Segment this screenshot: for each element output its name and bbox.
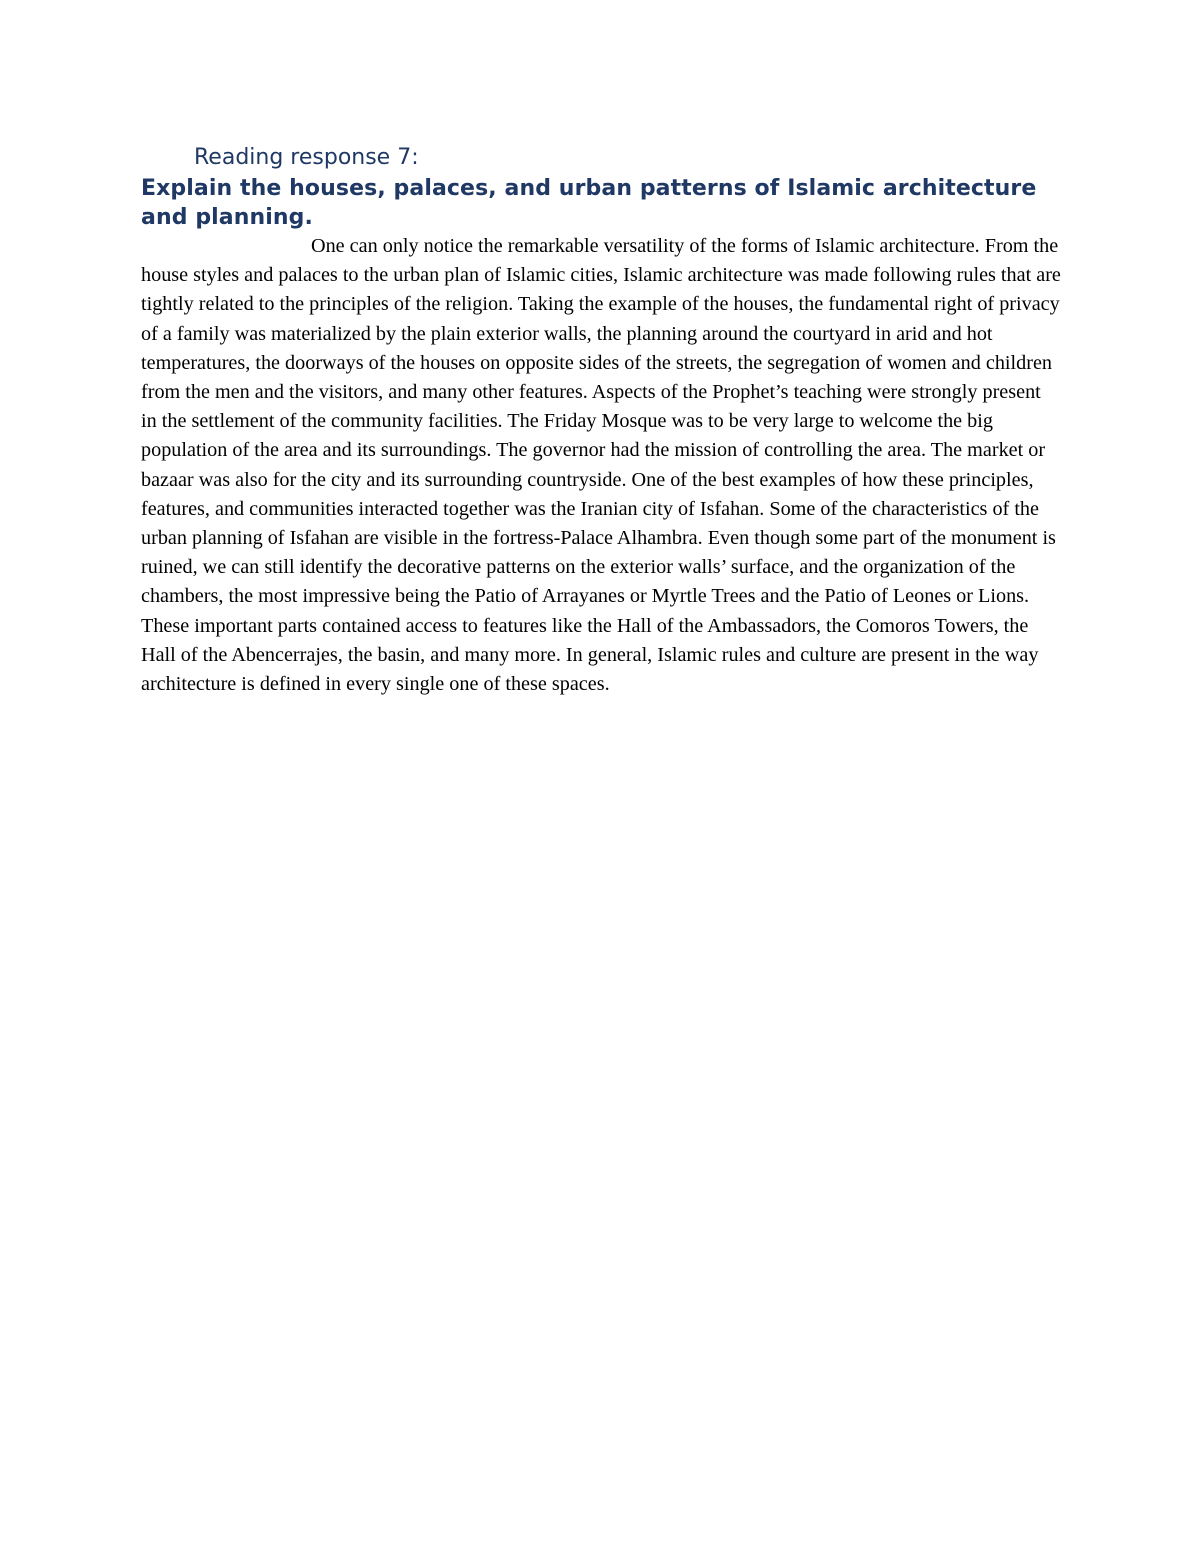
document-content: [141, 142, 1061, 699]
response-body: One can only notice the remarkable versatility of the forms of Islamic architecture. From the house styles and palaces to the urban plan of Islamic cities, Islamic architecture was made following rules that are tightly related to the principles of the religion. Taking the example of the houses, the fundamental right of privacy of a family was materialized by the plain exterior walls, the planning around the courtyard in arid and hot temperatures, the doorways of the houses on opposite sides of the streets, the segregation of women and children from the men and the visitors, and many other features. Aspects of the Prophet’s teaching were strongly present in the settlement of the community facilities. The Friday Mosque was to be very large to welcome the big population of the area and its surroundings. The governor had the mission of controlling the area. The market or bazaar was also for the city and its surrounding countryside. One of the best examples of how these principles, features, and communities interacted together was the Iranian city of Isfahan. Some of the characteristics of the urban planning of Isfahan are visible in the fortress-Palace Alhambra. Even though some part of the monument is ruined, we can still identify the decorative patterns on the exterior walls’ surface, and the organization of the chambers, the most impressive being the Patio of Arrayanes or Myrtle Trees and the Patio of Leones or Lions. These important parts contained access to features like the Hall of the Ambassadors, the Comoros Towers, the Hall of the Abencerrajes, the basin, and many more. In general, Islamic rules and culture are present in the way architecture is defined in every single one of these spaces.: [141, 235, 1061, 696]
response-subtitle: Reading response 7:: [194, 145, 419, 170]
response-title: Explain the houses, palaces, and urban patterns of Islamic architecture and planning.: [141, 176, 1037, 230]
